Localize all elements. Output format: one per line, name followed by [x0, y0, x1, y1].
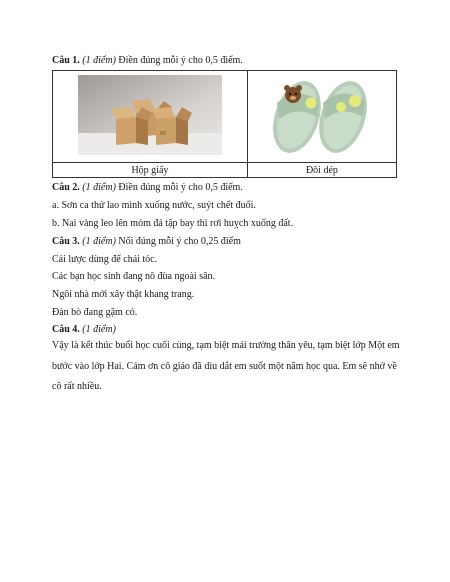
- q1-text: Điền đúng mỗi ý cho 0,5 điểm.: [118, 55, 243, 66]
- q3-item: Các bạn học sinh đang nô đùa ngoài sân.: [52, 271, 216, 282]
- image-caption-boxes: Hộp giấy: [53, 163, 248, 178]
- q2-heading: [52, 182, 243, 194]
- q3-item: Đàn bò đang gặm cỏ.: [52, 307, 138, 318]
- q2-points: (1 điểm): [82, 182, 116, 193]
- q1-heading: [52, 55, 243, 67]
- image-cell-slippers: [247, 71, 396, 163]
- q3-item: Cái lược dùng để chải tóc.: [52, 254, 158, 265]
- q3-heading: [52, 236, 241, 248]
- q4-points: (1 điểm): [82, 324, 116, 335]
- q4-label: Câu 4.: [52, 324, 80, 335]
- q2-answer-b: b. Nai vàng leo lên mỏm đá tập bay thì rơi huỵch xuống đất.: [52, 218, 294, 229]
- image-cell-boxes: [53, 71, 248, 163]
- q2-label: Câu 2.: [52, 182, 80, 193]
- q3-points: (1 điểm): [82, 236, 116, 247]
- q3-label: Câu 3.: [52, 236, 80, 247]
- q1-label: Câu 1.: [52, 55, 80, 66]
- q1-points: (1 điểm): [82, 55, 116, 66]
- slippers-photo: [267, 73, 377, 157]
- q4-paragraph: Vậy là kết thúc buổi học cuối cùng, tạm biệt mái trường thân yêu, tạm biệt lớp Một em bước vào lớp Hai. Cảm ơn cô giáo đã dìu dắt em suốt một năm học qua. Em sẽ nhớ về cô rất nhiều.: [52, 340, 400, 392]
- q2-answer-a: a. Sơn ca thử lao mình xuống nước, suýt chết đuối.: [52, 200, 256, 211]
- q3-item: Ngôi nhà mới xây thật khang trang.: [52, 289, 195, 300]
- q3-text: Nối đúng mỗi ý cho 0,25 điểm: [118, 236, 241, 247]
- q2-text: Điền đúng mỗi ý cho 0,5 điểm.: [118, 182, 243, 193]
- image-table: [52, 70, 397, 178]
- image-caption-slippers: Đôi dép: [247, 163, 396, 178]
- q4-heading: [52, 324, 116, 336]
- paper-boxes-photo: [78, 75, 222, 155]
